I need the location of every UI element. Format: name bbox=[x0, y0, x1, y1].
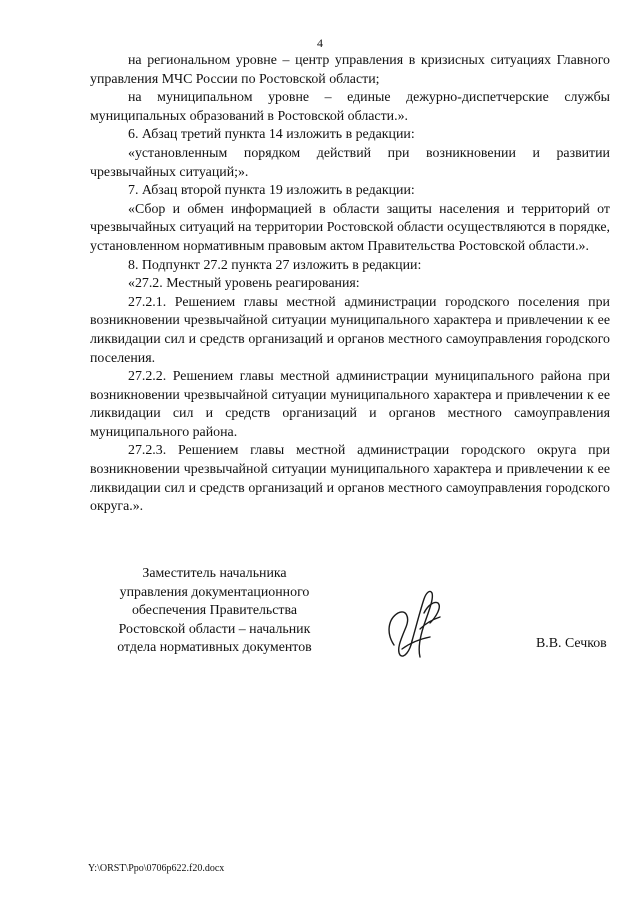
paragraph: 27.2.2. Решением главы местной администрации муниципального района при возникновении чрезвычайной ситуации муниципального характера и привлечении к ее ликвидации сил и средств организаций и органов местного самоуправления муниципального района. bbox=[90, 369, 610, 440]
signatory-position-line: Заместитель начальника bbox=[142, 566, 287, 581]
paragraph: 27.2.3. Решением главы местной администрации городского округа при возникновении чрезвычайной ситуации муниципального характера и привлечении к ее ликвидации сил и средств организаций и органов местного самоуправления городского округа.». bbox=[90, 443, 610, 515]
paragraph: 8. Подпункт 27.2 пункта 27 изложить в редакции: bbox=[128, 257, 422, 273]
paragraph: «Сбор и обмен информацией в области защиты населения и территорий от чрезвычайных ситуаций на территории Ростовской области осуществляются в порядке, установленном нормативным правовым актом Правительства Ростовской области.». bbox=[90, 201, 610, 254]
signatory-position bbox=[112, 565, 317, 658]
paragraph: на муниципальном уровне – единые дежурно-диспетчерские службы муниципальных образований в Ростовской области.». bbox=[90, 90, 610, 124]
signatory-position-line: управления документационного bbox=[119, 584, 310, 600]
paragraph: 6. Абзац третий пункта 14 изложить в редакции: bbox=[128, 127, 415, 143]
file-path: Y:\ORST\Ppo\0706p622.f20.docx bbox=[88, 863, 225, 874]
signatory-name: В.В. Сечков bbox=[536, 636, 607, 651]
signatory-position-line: отдела нормативных документов bbox=[117, 640, 312, 656]
paragraph: «установленным порядком действий при возникновении и развитии чрезвычайных ситуаций;». bbox=[90, 145, 610, 180]
document-body bbox=[90, 52, 610, 517]
signatory-position-line: Ростовской области – начальник bbox=[118, 621, 311, 637]
paragraph: 7. Абзац второй пункта 19 изложить в редакции: bbox=[128, 183, 415, 199]
paragraph: 27.2.1. Решением главы местной администрации городского поселения при возникновении чрезвычайной ситуации муниципального характера и привлечении к ее ликвидации сил и средств организаций и органов местного самоуправления городского поселения. bbox=[90, 294, 610, 366]
paragraph: «27.2. Местный уровень реагирования: bbox=[128, 276, 360, 292]
paragraph: на региональном уровне – центр управления в кризисных ситуациях Главного управления МЧС России по Ростовской области; bbox=[90, 53, 610, 87]
page-number: 4 bbox=[317, 36, 323, 50]
handwritten-signature bbox=[380, 583, 450, 663]
signatory-position-line: обеспечения Правительства bbox=[131, 603, 298, 619]
